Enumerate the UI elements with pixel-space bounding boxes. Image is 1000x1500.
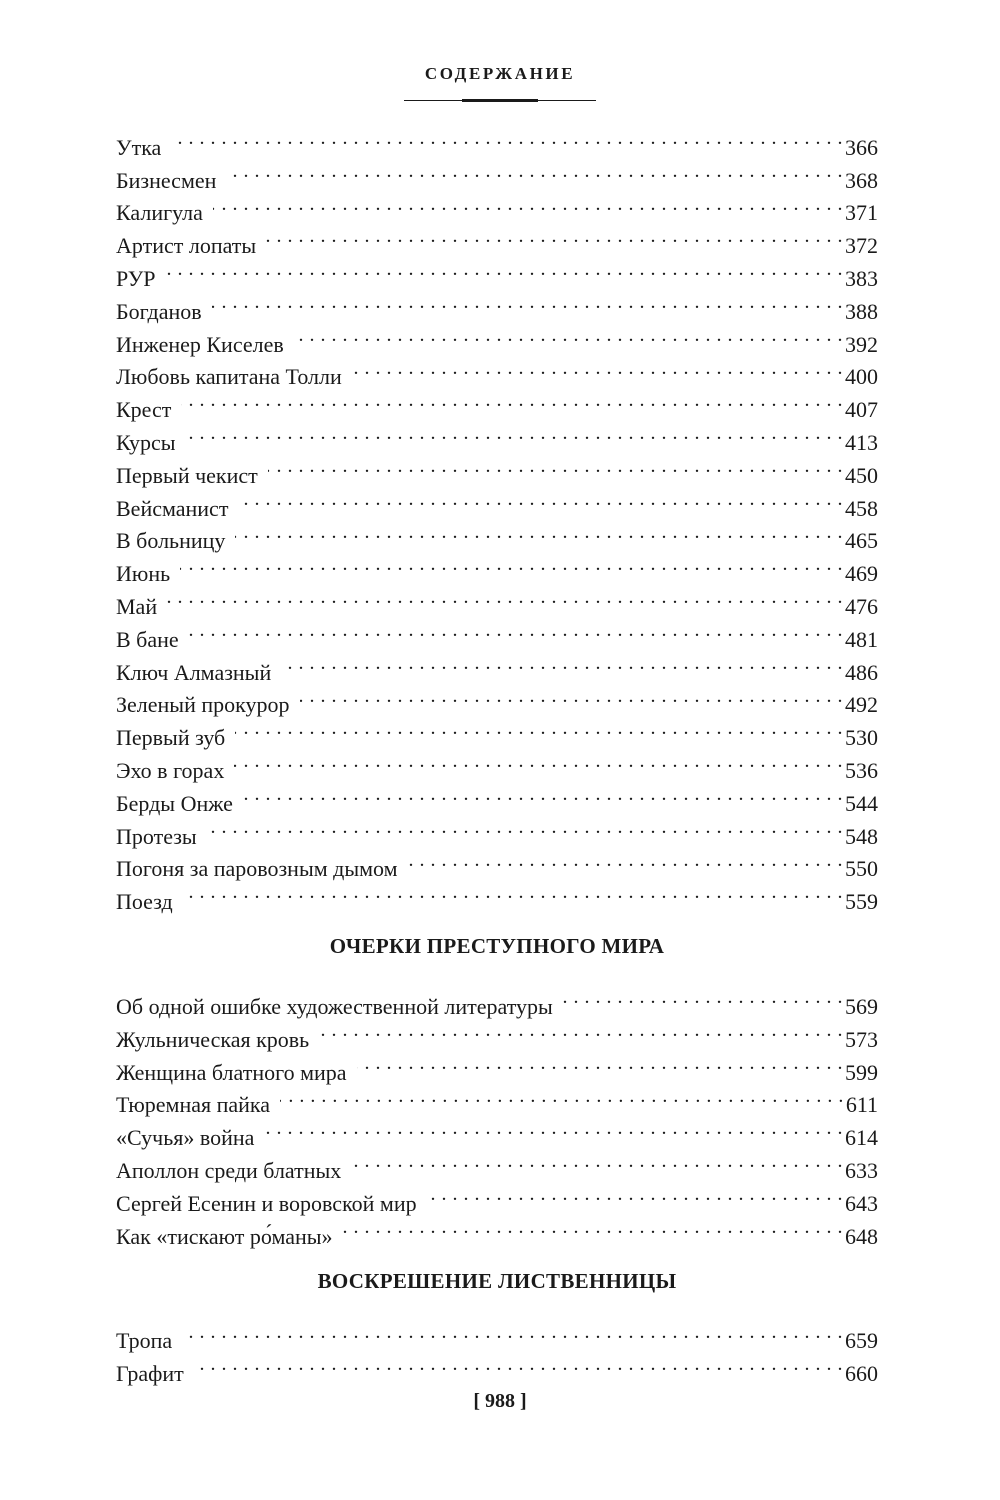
toc-entry-page: 599 xyxy=(845,1059,878,1085)
table-of-contents xyxy=(116,122,878,1387)
toc-entry xyxy=(116,647,878,685)
dot-leader xyxy=(281,647,843,680)
toc-section-1 xyxy=(116,122,878,915)
toc-entry xyxy=(116,319,878,357)
toc-entry-title: Артист лопаты xyxy=(116,233,257,259)
dot-leader xyxy=(194,1348,843,1381)
toc-entry-title: «Сучья» война xyxy=(116,1125,255,1151)
toc-entry-title: Поезд xyxy=(116,889,173,915)
toc-entry-page: 413 xyxy=(845,429,878,455)
dot-leader xyxy=(189,614,843,647)
toc-entry xyxy=(116,417,878,455)
dot-leader xyxy=(300,680,843,713)
toc-entry-page: 633 xyxy=(845,1157,878,1183)
dot-leader xyxy=(212,286,843,319)
toc-entry-title: Погоня за паровозным дымом xyxy=(116,856,398,882)
toc-entry xyxy=(116,384,878,423)
dot-leader xyxy=(186,417,843,450)
dot-leader xyxy=(234,745,843,778)
toc-entry-page: 573 xyxy=(845,1026,878,1052)
dot-leader xyxy=(243,778,843,811)
toc-entry-title: Ключ Алмазный xyxy=(116,659,272,685)
toc-entry-page: 481 xyxy=(845,626,878,652)
toc-entry-title: Инженер Киселев xyxy=(116,331,284,357)
dot-leader xyxy=(235,712,843,745)
toc-entry-page: 544 xyxy=(845,790,878,816)
toc-entry-page: 614 xyxy=(845,1125,878,1151)
toc-entry-page: 548 xyxy=(845,823,878,849)
toc-entry-page: 660 xyxy=(845,1361,878,1387)
dot-leader xyxy=(226,155,843,188)
running-head: СОДЕРЖАНИЕ xyxy=(424,64,576,83)
toc-entry-title: Крест xyxy=(116,397,172,423)
dot-leader xyxy=(280,1080,844,1113)
toc-entry xyxy=(116,548,878,587)
dot-leader xyxy=(427,1178,843,1211)
dot-leader xyxy=(182,1316,843,1349)
dot-leader xyxy=(268,450,843,483)
toc-entry-page: 366 xyxy=(845,134,878,160)
toc-entry-page: 465 xyxy=(845,528,878,554)
dot-leader xyxy=(181,384,843,417)
dot-leader xyxy=(294,319,843,352)
toc-entry-page: 469 xyxy=(845,561,878,587)
toc-entry-title: Утка xyxy=(116,134,162,160)
toc-entry xyxy=(116,1348,878,1387)
toc-entry-title: Вейсманист xyxy=(116,495,229,521)
dot-leader xyxy=(238,483,843,516)
toc-entry-title: Сергей Есенин и воровской мир xyxy=(116,1190,417,1216)
toc-entry-title: Об одной ошибке художественной литературы xyxy=(116,993,553,1019)
dot-leader xyxy=(351,1145,843,1178)
toc-entry-page: 536 xyxy=(845,757,878,783)
dot-leader xyxy=(166,253,844,286)
page-number: [ 988 ] xyxy=(473,1390,527,1412)
toc-entry-title: Как «тискают ро́маны» xyxy=(116,1223,333,1249)
dot-leader xyxy=(319,1014,843,1047)
toc-entry-title: Берды Онже xyxy=(116,790,233,816)
dot-leader xyxy=(264,1112,843,1145)
toc-entry-page: 486 xyxy=(845,659,878,685)
dot-leader xyxy=(167,581,843,614)
toc-entry xyxy=(116,981,878,1019)
dot-leader xyxy=(207,811,843,844)
toc-entry-page: 368 xyxy=(845,167,878,193)
toc-entry-page: 371 xyxy=(845,200,878,226)
dot-leader xyxy=(357,1047,843,1080)
toc-entry-page: 611 xyxy=(845,1092,878,1118)
dot-leader xyxy=(343,1211,843,1244)
toc-entry-title: Тропа xyxy=(116,1328,173,1354)
toc-entry-page: 407 xyxy=(845,397,878,423)
toc-entry-title: Первый зуб xyxy=(116,725,226,751)
toc-entry-page: 383 xyxy=(845,265,878,291)
dot-leader xyxy=(408,844,843,877)
dot-leader xyxy=(171,122,843,155)
toc-entry-title: В больницу xyxy=(116,528,226,554)
toc-entry xyxy=(116,155,878,193)
toc-entry-page: 659 xyxy=(845,1328,878,1354)
dot-leader xyxy=(235,516,843,549)
section-heading: ОЧЕРКИ ПРЕСТУПНОГО МИРА xyxy=(329,934,665,959)
dot-leader xyxy=(180,548,843,581)
toc-entry-page: 569 xyxy=(845,993,878,1019)
toc-entry xyxy=(116,286,878,324)
toc-entry-title: Любовь капитана Толли xyxy=(116,364,342,390)
toc-entry xyxy=(116,220,878,259)
toc-entry-title: В бане xyxy=(116,626,179,652)
toc-entry xyxy=(116,811,878,849)
toc-entry-page: 450 xyxy=(845,462,878,488)
toc-entry xyxy=(116,876,878,915)
toc-entry-page: 643 xyxy=(845,1190,878,1216)
toc-entry-page: 458 xyxy=(845,495,878,521)
toc-entry-title: Эхо в горах xyxy=(116,757,225,783)
toc-entry xyxy=(116,614,878,652)
toc-entry xyxy=(116,581,878,619)
dot-leader xyxy=(563,981,843,1014)
toc-entry-page: 388 xyxy=(845,298,878,324)
toc-entry-title: Протезы xyxy=(116,823,197,849)
toc-entry xyxy=(116,188,878,226)
toc-entry-title: Курсы xyxy=(116,429,176,455)
toc-section-3 xyxy=(116,1316,878,1387)
header-rule-accent xyxy=(462,99,538,102)
toc-entry-title: Первый чекист xyxy=(116,462,258,488)
toc-entry-title: Жульническая кровь xyxy=(116,1026,310,1052)
toc-entry-page: 372 xyxy=(845,233,878,259)
toc-entry-title: Графит xyxy=(116,1361,184,1387)
toc-entry xyxy=(116,122,878,160)
toc-entry-title: Май xyxy=(116,593,158,619)
dot-leader xyxy=(213,188,843,221)
toc-section-2 xyxy=(116,981,878,1249)
toc-entry xyxy=(116,253,878,291)
dot-leader xyxy=(352,352,843,385)
toc-entry-title: Бизнесмен xyxy=(116,167,217,193)
toc-entry-page: 492 xyxy=(845,692,878,718)
toc-entry-page: 550 xyxy=(845,856,878,882)
toc-entry-page: 559 xyxy=(845,889,878,915)
toc-entry-page: 476 xyxy=(845,593,878,619)
toc-entry-title: Тюремная пайка xyxy=(116,1092,271,1118)
toc-entry-title: Калигула xyxy=(116,200,203,226)
toc-entry-title: Женщина блатного мира xyxy=(116,1059,347,1085)
section-heading: ВОСКРЕШЕНИЕ ЛИСТВЕННИЦЫ xyxy=(317,1268,677,1293)
toc-entry xyxy=(116,1316,878,1354)
toc-entry-page: 530 xyxy=(845,725,878,751)
toc-entry-title: Июнь xyxy=(116,561,171,587)
toc-entry-title: РУР xyxy=(116,265,156,291)
toc-entry-title: Аполлон среди блатных xyxy=(116,1157,342,1183)
toc-entry-page: 400 xyxy=(845,364,878,390)
toc-entry-title: Богданов xyxy=(116,298,202,324)
dot-leader xyxy=(183,876,843,909)
toc-entry-page: 648 xyxy=(845,1223,878,1249)
toc-entry-page: 392 xyxy=(845,331,878,357)
toc-entry-title: Зеленый прокурор xyxy=(116,692,290,718)
toc-entry xyxy=(116,450,878,488)
toc-entry xyxy=(116,844,878,882)
dot-leader xyxy=(266,220,843,253)
